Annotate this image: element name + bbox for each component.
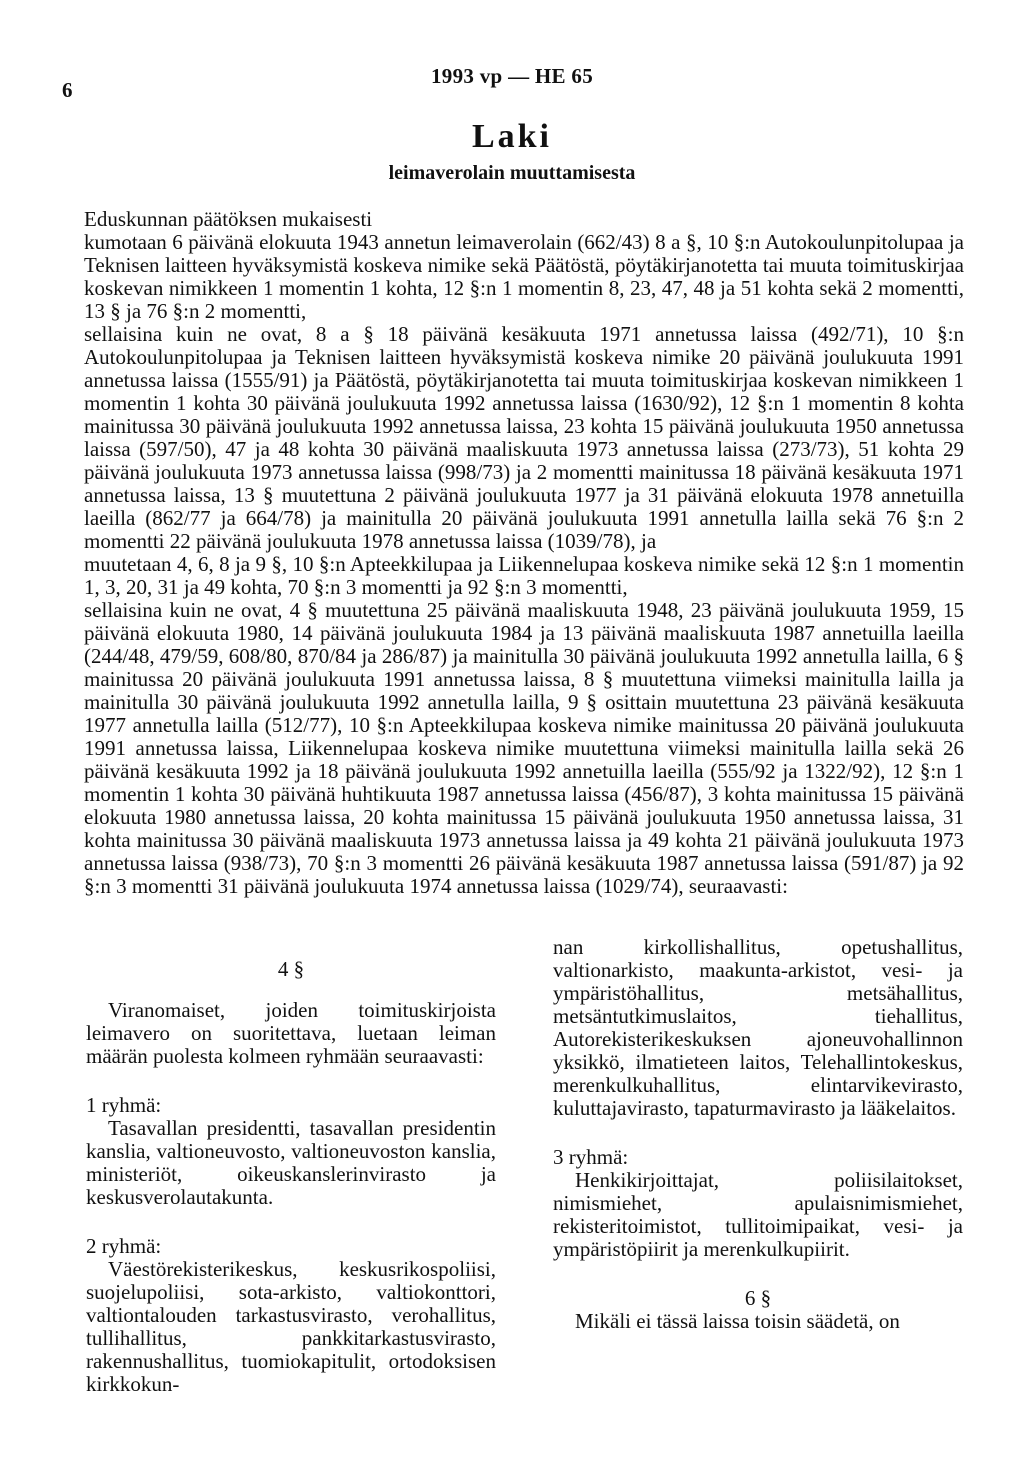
group-1-text: Tasavallan presidentti, tasavallan presidentin kanslia, valtioneuvosto, valtioneuvoston kanslia, ministeriöt, oikeuskanslerinvirasto ja keskusverolautakunta. bbox=[86, 1116, 496, 1209]
section-6-text: Mikäli ei tässä laissa toisin säädetä, on bbox=[575, 1309, 900, 1333]
law-subtitle: leimaverolain muuttamisesta bbox=[388, 162, 636, 184]
preamble-intro: Eduskunnan päätöksen mukaisesti bbox=[84, 207, 373, 231]
law-title: Laki bbox=[471, 118, 553, 155]
preamble bbox=[84, 208, 964, 898]
page-number: 6 bbox=[62, 78, 73, 102]
preamble-repeal-clause: kumotaan 6 päivänä elokuuta 1943 annetun leimaverolain (662/43) 8 a §, 10 §:n Autokoulunpitolupaa ja Teknisen laitteen hyväksymistä koskeva nimike sekä Päätöstä, pöytäkirjanotetta tai muuta toimituskirjaa koskevan nimikkeen 1 momentin 1 kohta, 12 §:n 1 momentin 8, 23, 47, 48 ja 51 kohta sekä 2 momentti, 13 § ja 76 §:n 2 momentti, bbox=[84, 230, 964, 323]
group-2-continued: nan kirkollishallitus, opetushallitus, valtionarkisto, maakunta-arkistot, vesi- ja ympäristöhallitus, metsähallitus, metsäntutkimuslaitos, tiehallitus, Autorekisterikeskuksen ajoneuvohallinnon yksikkö, ilmatieteen laitos, Telehallintokeskus, merenkulkuhallitus, elintarvikevirasto, kuluttajavirasto, tapaturmavirasto ja lääkelaitos. bbox=[553, 935, 963, 1120]
group-3-heading: 3 ryhmä: bbox=[553, 1145, 629, 1169]
preamble-amend-clause: muutetaan 4, 6, 8 ja 9 §, 10 §:n Apteekkilupaa ja Liikennelupaa koskeva nimike sekä 12 §:n 1 momentin 1, 3, 20, 31 ja 49 kohta, 70 §:n 3 momentti ja 92 §:n 3 momentti, bbox=[84, 552, 964, 599]
group-2-text: Väestörekisterikeskus, keskusrikospoliisi, suojelupoliisi, sota-arkisto, valtiokonttori, valtiontalouden tarkastusvirasto, verohallitus, tullihallitus, pankkitarkastusvirasto, rakennushallitus, tuomiokapitulit, ortodoksisen kirkkokun- bbox=[86, 1257, 496, 1396]
preamble-repeal-details: sellaisina kuin ne ovat, 8 a § 18 päivänä kesäkuuta 1971 annetussa laissa (492/71), 10 §:n Autokoulunpitolupaa ja Teknisen laitteen hyväksymistä koskeva nimike 20 päivänä joulukuuta 1991 annetussa laissa (1555/91) ja Päätöstä, pöytäkirjanotetta tai muuta toimituskirjaa koskevan nimikkeen 1 momentin 1 kohta 30 päivänä joulukuuta 1992 annetussa laissa (1630/92), 12 §:n 1 momentin 8 kohta mainitussa 30 päivänä joulukuuta 1992 annetussa laissa, 23 kohta 15 päivänä joulukuuta 1950 annetussa laissa (597/50), 47 ja 48 kohta 30 päivänä maaliskuuta 1973 annetussa laissa (273/73), 51 kohta 29 päivänä joulukuuta 1973 annetussa laissa (998/73) ja 2 momentti mainitussa 18 päivänä kesäkuuta 1971 annetussa laissa, 13 § muutettuna 2 päivänä joulukuuta 1977 ja 31 päivänä elokuuta 1978 annetuilla laeilla (862/77 ja 664/78) ja mainitulla 20 päivänä joulukuuta 1991 annetulla lailla sekä 76 §:n 2 momentti 22 päivänä joulukuuta 1978 annetussa laissa (1039/78), ja bbox=[84, 322, 964, 553]
section-4-heading: 4 § bbox=[277, 957, 305, 981]
section-6-heading: 6 § bbox=[744, 1286, 772, 1310]
section-4-text: Viranomaiset, joiden toimituskirjoista leimavero on suoritettava, luetaan leiman määrän puolesta kolmeen ryhmään seuraavasti: bbox=[86, 998, 496, 1068]
preamble-amend-details: sellaisina kuin ne ovat, 4 § muutettuna 25 päivänä maaliskuuta 1948, 23 päivänä joulukuuta 1959, 15 päivänä elokuuta 1980, 14 päivänä joulukuuta 1984 ja 13 päivänä maaliskuuta 1987 annetuilla laeilla (244/48, 479/59, 608/80, 870/84 ja 286/87) ja mainitulla 30 päivänä joulukuuta 1992 annetulla lailla, 6 § mainitussa 20 päivänä joulukuuta 1991 annetussa laissa, 8 § muutettuna viimeksi mainitulla lailla ja mainitulla 30 päivänä joulukuuta 1992 annetulla lailla, 9 § osittain muutettuna 23 päivänä kesäkuuta 1977 annetulla lailla (512/77), 10 §:n Apteekkilupaa koskeva nimike mainitussa 20 päivänä joulukuuta 1991 annetussa laissa, Liikennelupaa koskeva nimike muutettuna viimeksi mainitulla lailla sekä 26 päivänä kesäkuuta 1992 ja 18 päivänä joulukuuta 1992 annetuilla laeilla (555/92 ja 1322/92), 12 §:n 1 momentin 1 kohta 30 päivänä huhtikuuta 1987 annetussa laissa (456/87), 3 kohta mainitussa 15 päivänä elokuuta 1980 annetussa laissa, 20 kohta mainitussa 15 päivänä joulukuuta 1950 annetussa laissa, 31 kohta mainitussa 30 päivänä maaliskuuta 1973 annetussa laissa ja 49 kohta 21 päivänä joulukuuta 1973 annetussa laissa (938/73), 70 §:n 3 momentti 26 päivänä kesäkuuta 1987 annetussa laissa (591/87) ja 92 §:n 3 momentti 31 päivänä joulukuuta 1974 annetussa laissa (1029/74), seuraavasti: bbox=[84, 598, 964, 898]
group-1-heading: 1 ryhmä: bbox=[86, 1093, 162, 1117]
group-2-heading: 2 ryhmä: bbox=[86, 1234, 162, 1258]
running-head: 1993 vp — HE 65 bbox=[430, 64, 594, 88]
right-column bbox=[553, 935, 963, 1333]
group-3-text: Henkikirjoittajat, poliisilaitokset, nimismiehet, apulaisnimismiehet, rekisteritoimistot, tullitoimipaikat, vesi- ja ympäristöpiirit ja merenkulkupiirit. bbox=[553, 1168, 963, 1261]
left-column bbox=[86, 958, 496, 1396]
